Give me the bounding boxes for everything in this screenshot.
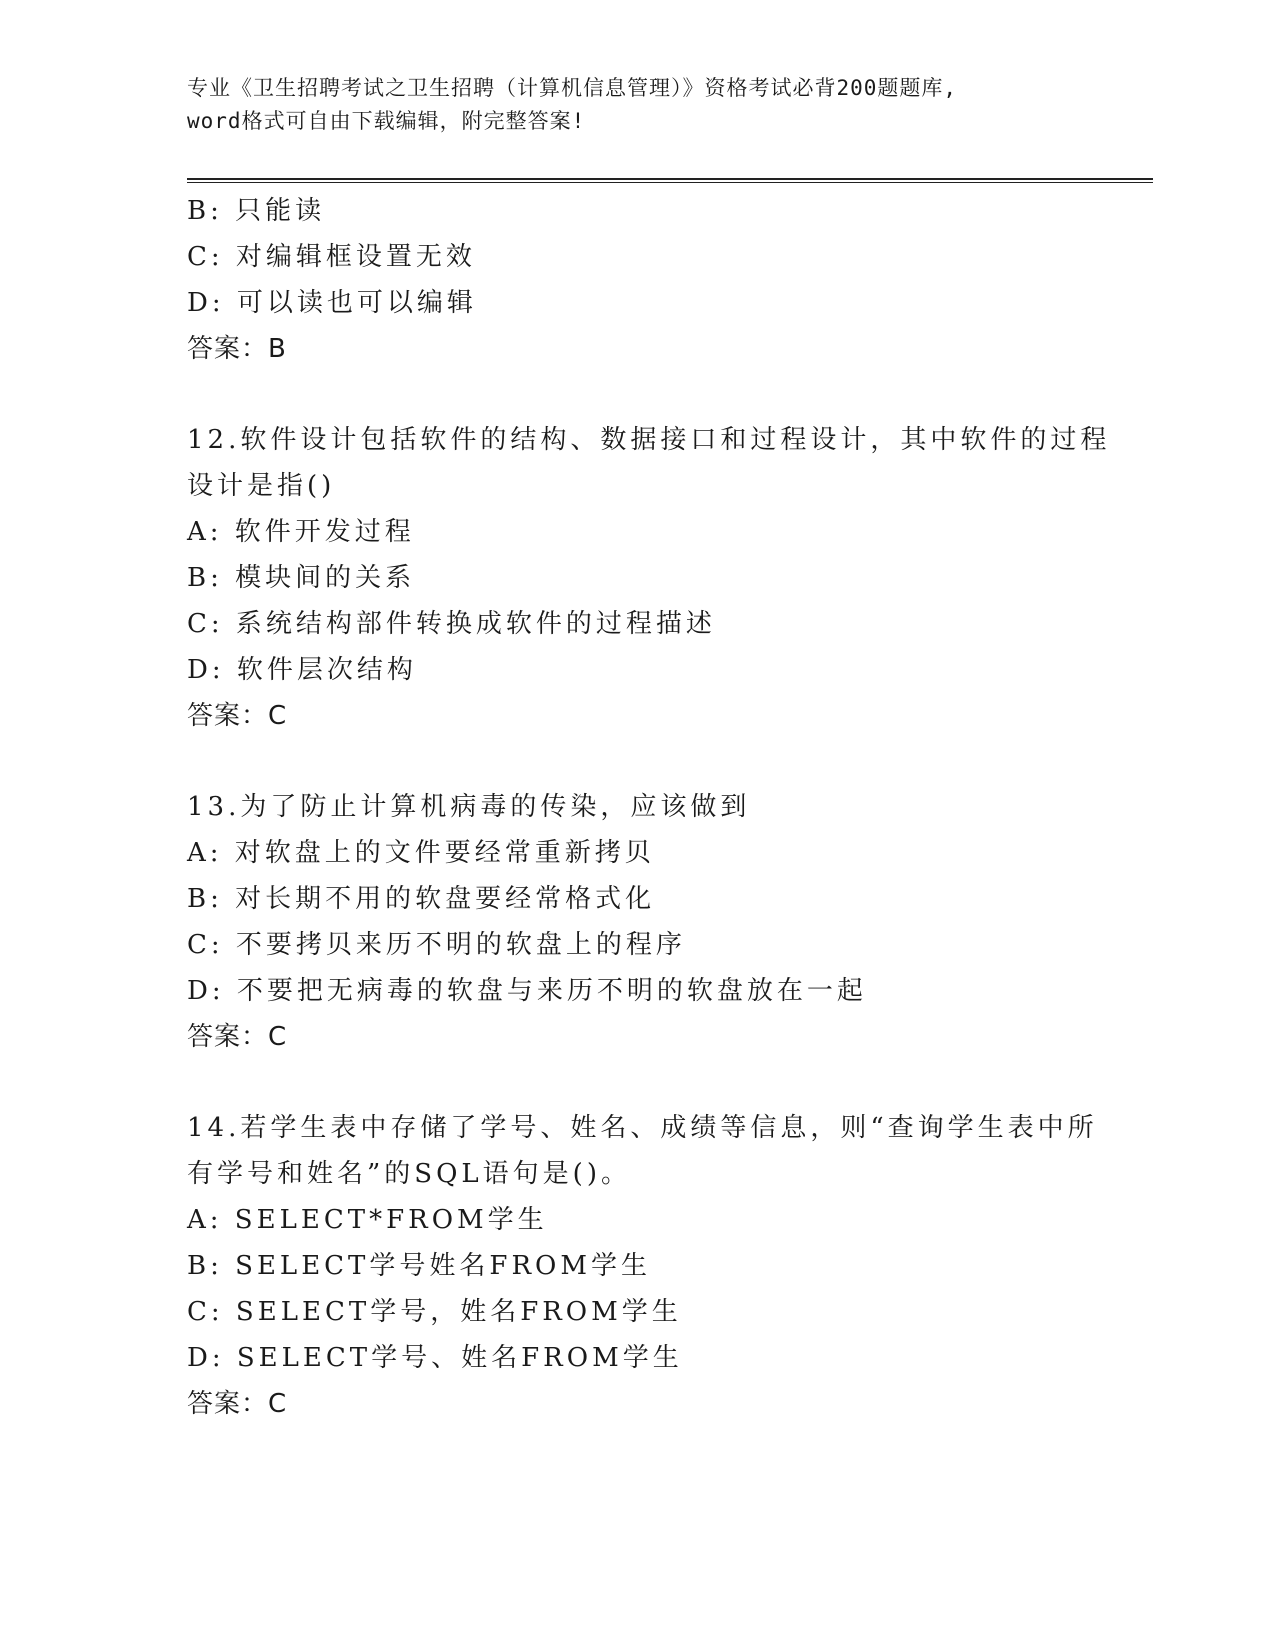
question-stem: 12.软件设计包括软件的结构、数据接口和过程设计，其中软件的过程 — [187, 425, 1111, 455]
document-header — [187, 72, 1087, 138]
option-b: B: SELECT学号姓名FROM学生 — [187, 1251, 651, 1281]
question-stem: 有学号和姓名”的SQL语句是()。 — [187, 1159, 631, 1189]
option-d: D: 不要把无病毒的软盘与来历不明的软盘放在一起 — [187, 976, 867, 1006]
answer-line: 答案：C — [187, 1022, 288, 1052]
header-divider — [187, 178, 1153, 183]
question-stem: 13.为了防止计算机病毒的传染，应该做到 — [187, 792, 751, 822]
option-d: D: 软件层次结构 — [187, 655, 417, 685]
header-title-line-1: 专业《卫生招聘考试之卫生招聘（计算机信息管理）》资格考试必背200题题库, — [187, 76, 958, 100]
question-13 — [187, 784, 1087, 1060]
answer-line: 答案：C — [187, 1389, 288, 1419]
question-stem: 14.若学生表中存储了学号、姓名、成绩等信息，则“查询学生表中所 — [187, 1113, 1098, 1143]
question-spacer — [187, 739, 1087, 784]
option-a: A: SELECT*FROM学生 — [187, 1205, 548, 1235]
answer-line: 答案：C — [187, 701, 288, 731]
answer-line: 答案：B — [187, 334, 287, 364]
option-a: A: 对软盘上的文件要经常重新拷贝 — [187, 838, 655, 868]
question-spacer — [187, 372, 1087, 417]
question-11-continued — [187, 188, 1087, 372]
question-14 — [187, 1105, 1098, 1427]
option-a: A: 软件开发过程 — [187, 517, 415, 547]
question-stem: 设计是指() — [187, 471, 336, 501]
option-b: B: 只能读 — [187, 196, 326, 226]
option-c: C: 不要拷贝来历不明的软盘上的程序 — [187, 930, 686, 960]
header-title-line-2: word格式可自由下载编辑，附完整答案! — [187, 109, 586, 133]
option-b: B: 模块间的关系 — [187, 563, 416, 593]
option-c: C: 对编辑框设置无效 — [187, 242, 476, 272]
option-d: D: 可以读也可以编辑 — [187, 288, 477, 318]
question-12 — [187, 417, 1111, 739]
question-content — [187, 188, 1111, 1427]
question-spacer — [187, 1060, 1087, 1105]
option-c: C: SELECT学号，姓名FROM学生 — [187, 1297, 682, 1327]
option-b: B: 对长期不用的软盘要经常格式化 — [187, 884, 656, 914]
option-d: D: SELECT学号、姓名FROM学生 — [187, 1343, 683, 1373]
option-c: C: 系统结构部件转换成软件的过程描述 — [187, 609, 716, 639]
